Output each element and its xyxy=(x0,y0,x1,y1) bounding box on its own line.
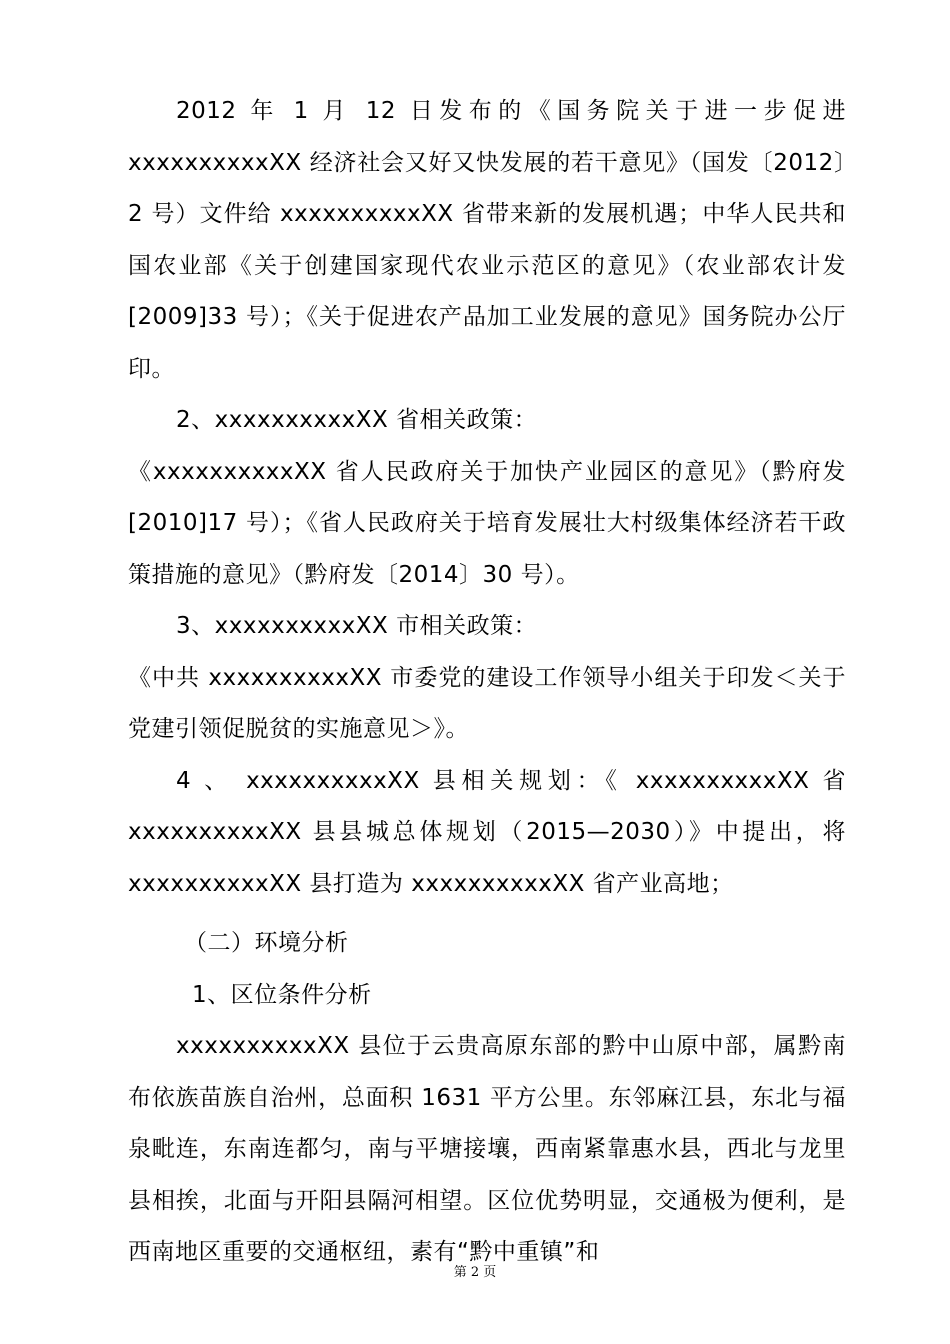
heading-location-analysis: 1、区位条件分析 xyxy=(192,981,372,1008)
paragraph-county-planning: 4 、 xxxxxxxxxxXX 县相关规划：《 xxxxxxxxxxXX 省 xxxxxxxxxxXX 县县城总体规划（2015—2030）》中提出，将 xxxxxxxxxxXX 县打造为 xxxxxxxxxxXX 省产业高地； xyxy=(128,767,846,897)
document-body xyxy=(128,86,846,1279)
paragraph-policy-intro: 2012 年 1 月 12 日发布的《国务院关于进一步促进 xxxxxxxxxxXX 经济社会又好又快发展的若干意见》（国发〔2012〕2 号）文件给 xxxxxxxxxxXX 省带来新的发展机遇；中华人民共和国农业部《关于创建国家现代农业示范区的意见》（农业部农计发[2009]33 号）；《关于促进农产品加工业发展的意见》国务院办公厅印。 xyxy=(128,98,846,382)
heading-province-policy: 2、xxxxxxxxxxXX 省相关政策： xyxy=(176,407,538,433)
heading-city-policy: 3、xxxxxxxxxxXX 市相关政策： xyxy=(176,613,538,639)
paragraph-province-policy: 《xxxxxxxxxxXX 省人民政府关于加快产业园区的意见》（黔府发[2010]17 号）；《省人民政府关于培育发展壮大村级集体经济若干政策措施的意见》（黔府发〔2014〕30 号）。 xyxy=(128,458,846,588)
paragraph-location-description: xxxxxxxxxxXX 县位于云贵高原东部的黔中山原中部，属黔南布依族苗族自治州，总面积 1631 平方公里。东邻麻江县，东北与福泉毗连，东南连都匀，南与平塘接壤，西南紧靠惠水县，西北与龙里县相挨，北面与开阳县隔河相望。区位优势明显，交通极为便利，是西南地区重要的交通枢纽，素有“黔中重镇”和 xyxy=(128,1033,846,1265)
paragraph-city-policy: 《中共 xxxxxxxxxxXX 市委党的建设工作领导小组关于印发＜关于党建引领促脱贫的实施意见＞》。 xyxy=(128,664,846,742)
heading-environment-analysis: （二）环境分析 xyxy=(184,930,349,956)
page-number: 第 2 页 xyxy=(453,1265,497,1280)
